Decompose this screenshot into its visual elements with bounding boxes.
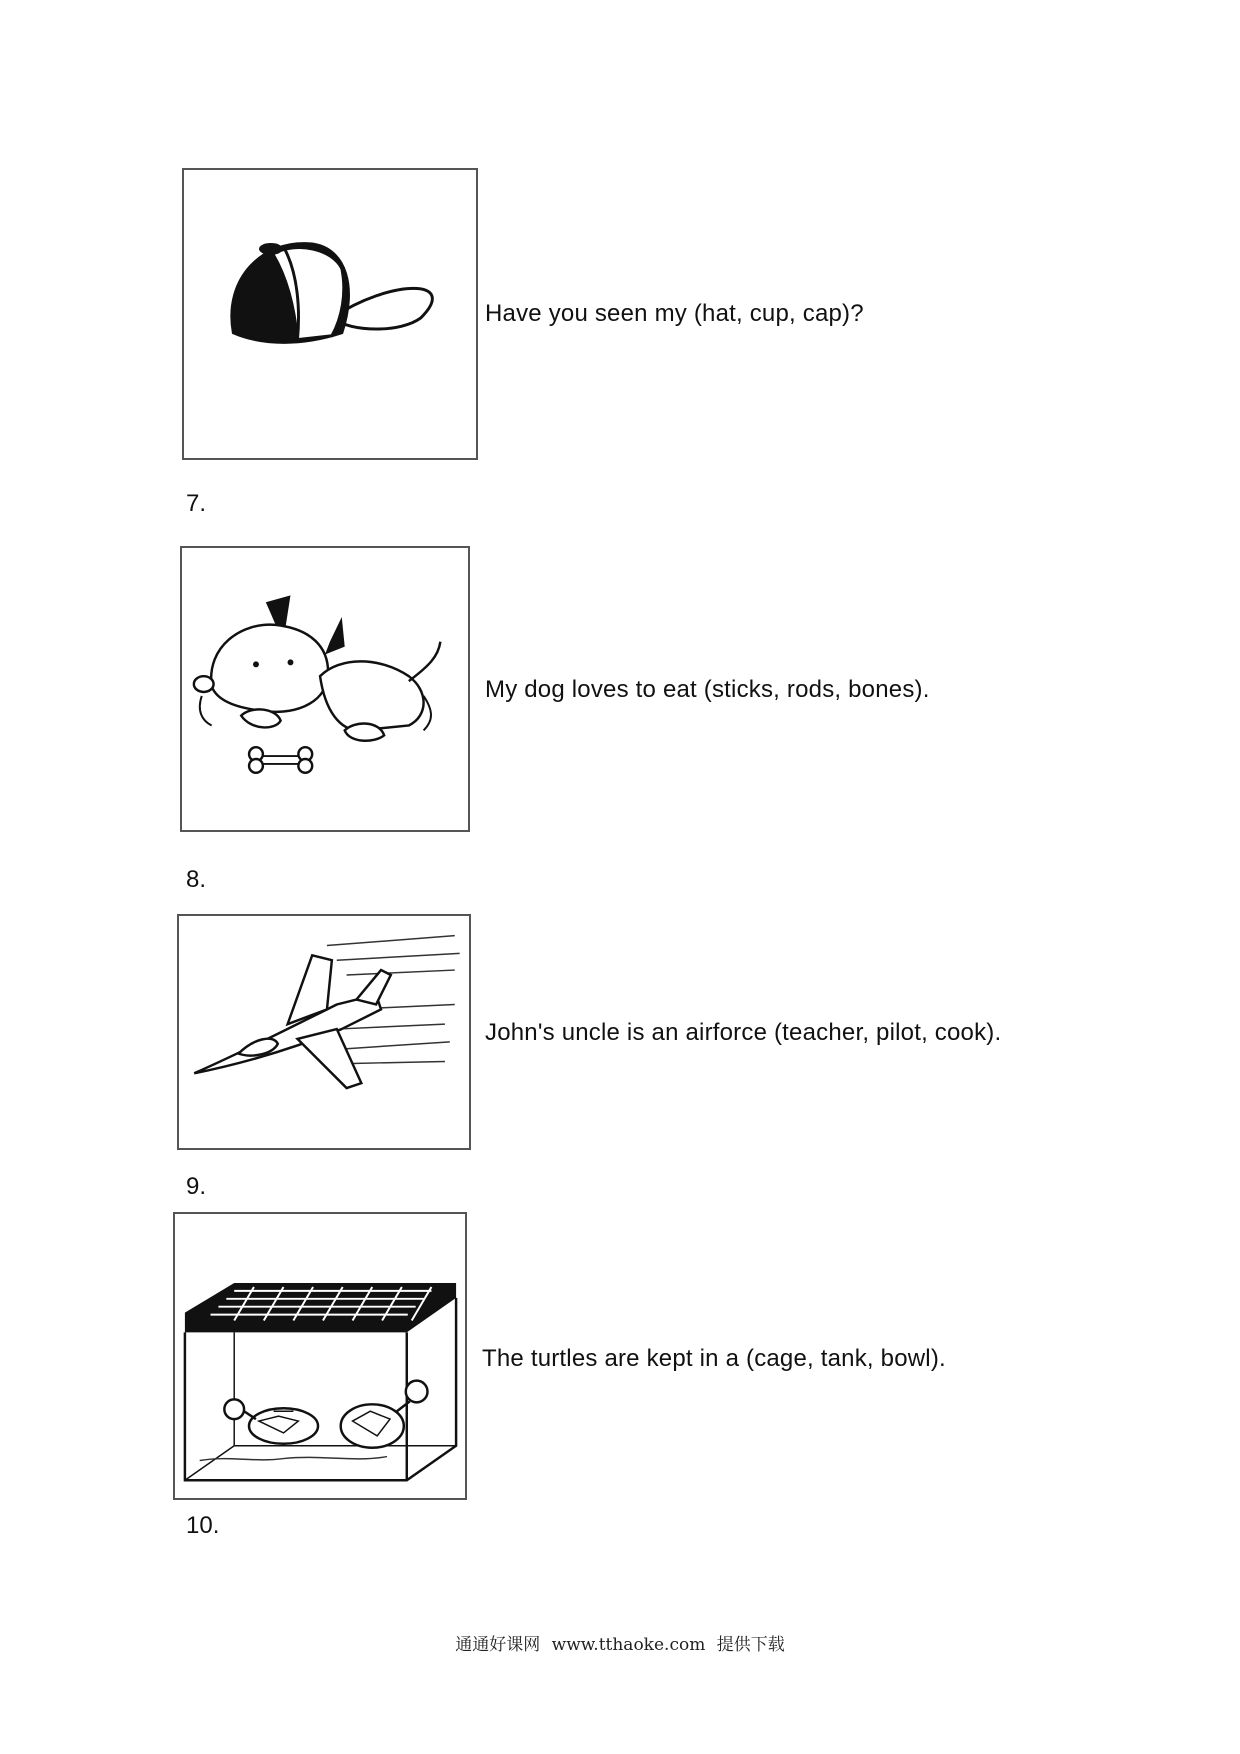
jet-icon: [179, 916, 469, 1148]
turtle-icon: [224, 1399, 318, 1443]
question-number: 7.: [186, 490, 207, 517]
cap-picture: [182, 168, 478, 460]
tank-icon: [175, 1214, 465, 1498]
turtle-icon: [341, 1381, 428, 1448]
dog-icon: [182, 548, 468, 830]
question-sentence: Have you seen my (hat, cup, cap)?: [485, 300, 864, 327]
question-number: 8.: [186, 866, 207, 893]
question-sentence: The turtles are kept in a (cage, tank, bowl).: [482, 1345, 946, 1372]
question-number: 9.: [186, 1173, 207, 1200]
question-sentence: John's uncle is an airforce (teacher, pilot, cook).: [485, 1019, 1002, 1046]
bone-icon: [249, 747, 312, 773]
tank-picture: [173, 1212, 467, 1500]
dog-picture: [180, 546, 470, 832]
cap-icon: [184, 170, 476, 458]
footer-text: 通通好课网 www.tthaoke.com 提供下载: [455, 1635, 785, 1655]
question-sentence: My dog loves to eat (sticks, rods, bones).: [485, 676, 930, 703]
question-number: 10.: [186, 1512, 220, 1539]
jet-picture: [177, 914, 471, 1150]
